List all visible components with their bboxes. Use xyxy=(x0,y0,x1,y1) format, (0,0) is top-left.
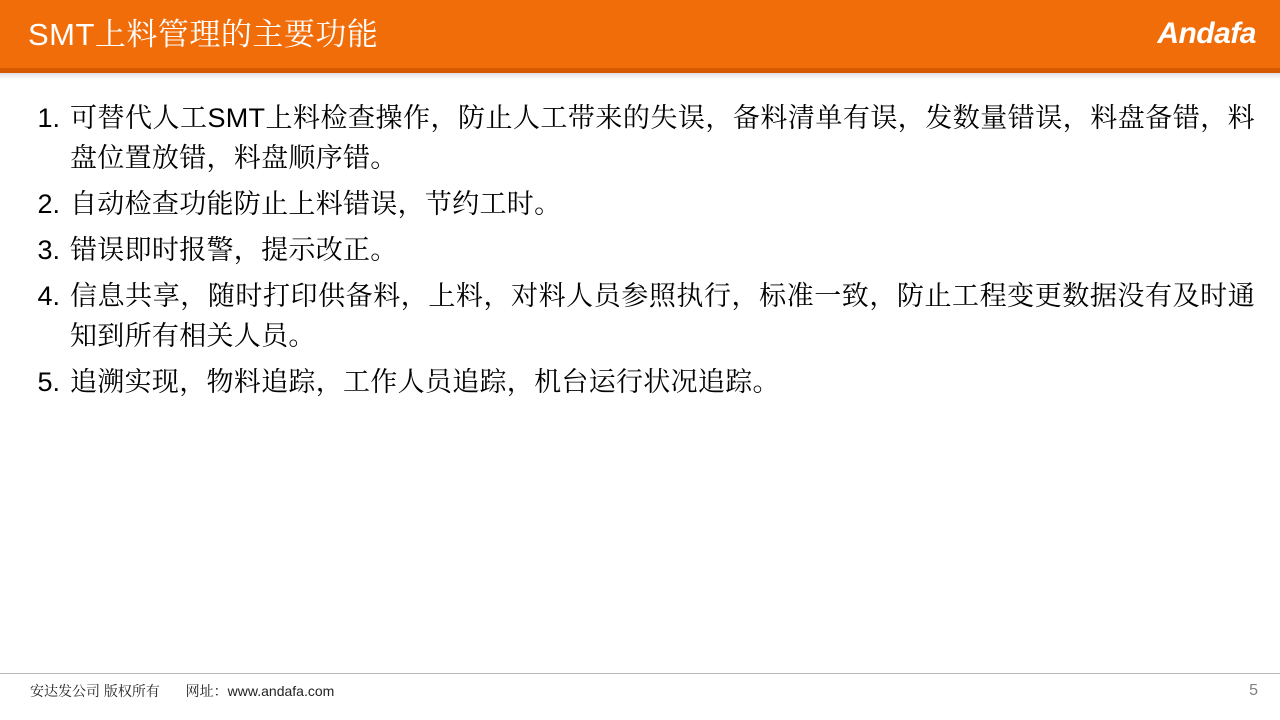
list-item-number: 5. xyxy=(37,367,60,397)
content-list xyxy=(30,98,1255,408)
list-item xyxy=(30,276,1255,356)
list-item-text: 自动检查功能防止上料错误，节约工时。 xyxy=(70,189,562,219)
list-item xyxy=(30,184,1255,224)
slide-footer xyxy=(0,674,1280,720)
list-item-number: 4. xyxy=(37,281,60,311)
footer-website: 网址：www.andafa.com xyxy=(185,683,335,699)
list-item-text: 信息共享，随时打印供备料，上料，对料人员参照执行，标准一致，防止工程变更数据没有及时通知到所有相关人员。 xyxy=(70,281,1255,351)
slide-header xyxy=(0,0,1280,68)
footer-text xyxy=(30,681,334,701)
list-item-number: 2. xyxy=(37,189,60,219)
list-item xyxy=(30,230,1255,270)
list-item-text: 可替代人工SMT上料检查操作，防止人工带来的失误，备料清单有误，发数量错误，料盘备错，料盘位置放错，料盘顺序错。 xyxy=(70,103,1255,173)
brand-logo: Andafa xyxy=(1157,17,1256,50)
list-item-text: 错误即时报警，提示改正。 xyxy=(70,235,398,265)
list-item xyxy=(30,98,1255,178)
list-item-number: 1. xyxy=(37,103,60,133)
list-item xyxy=(30,362,1255,402)
list-item-text: 追溯实现，物料追踪，工作人员追踪，机台运行状况追踪。 xyxy=(70,367,780,397)
header-shadow xyxy=(0,73,1280,79)
footer-copyright: 安达发公司 版权所有 xyxy=(30,683,160,699)
page-title: SMT上料管理的主要功能 xyxy=(28,16,379,52)
list-item-number: 3. xyxy=(37,235,60,265)
page-number: 5 xyxy=(1249,682,1258,699)
